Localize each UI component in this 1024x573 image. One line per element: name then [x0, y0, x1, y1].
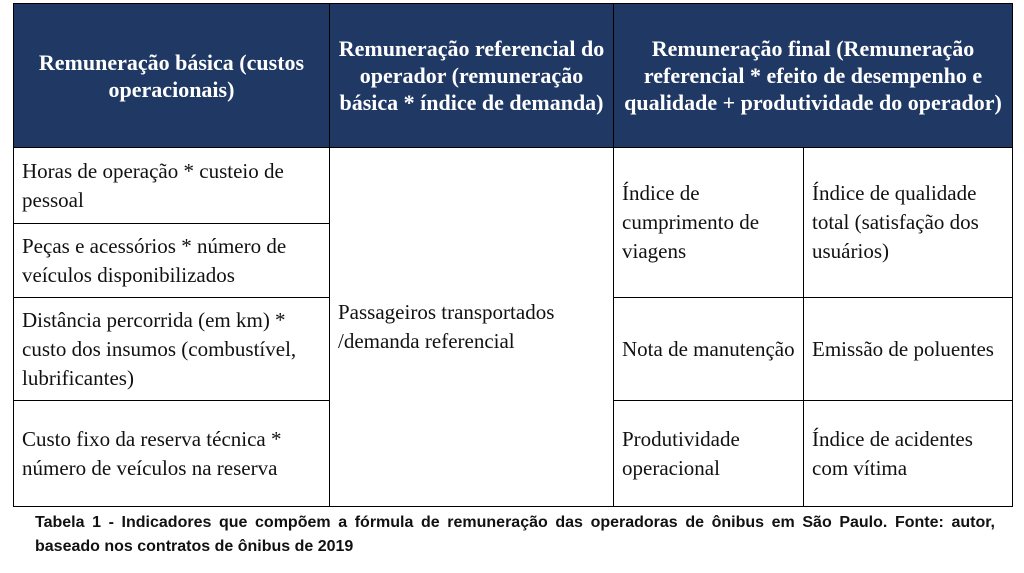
header-basic: Remuneração básica (custos operacionais): [14, 4, 330, 148]
final-poluentes: Emissão de poluentes: [804, 298, 1013, 401]
final-produtividade: Produtividade operacional: [614, 401, 804, 507]
header-final: Remuneração final (Remuneração referencial * efeito de desempenho e qualidade + produtividade do operador): [614, 4, 1013, 148]
final-manutencao: Nota de manutenção: [614, 298, 804, 401]
basic-item-hours: Horas de operação * custeio de pessoal: [14, 148, 330, 224]
table-caption: Tabela 1 - Indicadores que compõem a fórmula de remuneração das operadoras de ônibus em São Paulo. Fonte: autor, baseado nos contratos de ônibus de 2019: [35, 514, 995, 555]
final-acidentes: Índice de acidentes com vítima: [804, 401, 1013, 507]
basic-item-parts: Peças e acessórios * número de veículos disponibilizados: [14, 224, 330, 298]
remuneration-table: [13, 3, 1013, 507]
final-cumprimento: Índice de cumprimento de viagens: [614, 148, 804, 298]
basic-item-reserve: Custo fixo da reserva técnica * número de veículos na reserva: [14, 401, 330, 507]
basic-item-distance: Distância percorrida (em km) * custo dos insumos (combustível, lubrificantes): [14, 298, 330, 401]
final-qualidade: Índice de qualidade total (satisfação dos usuários): [804, 148, 1013, 298]
referencial-cell: Passageiros transportados /demanda referencial: [330, 148, 614, 507]
header-referencial: Remuneração referencial do operador (remuneração básica * índice de demanda): [330, 4, 614, 148]
